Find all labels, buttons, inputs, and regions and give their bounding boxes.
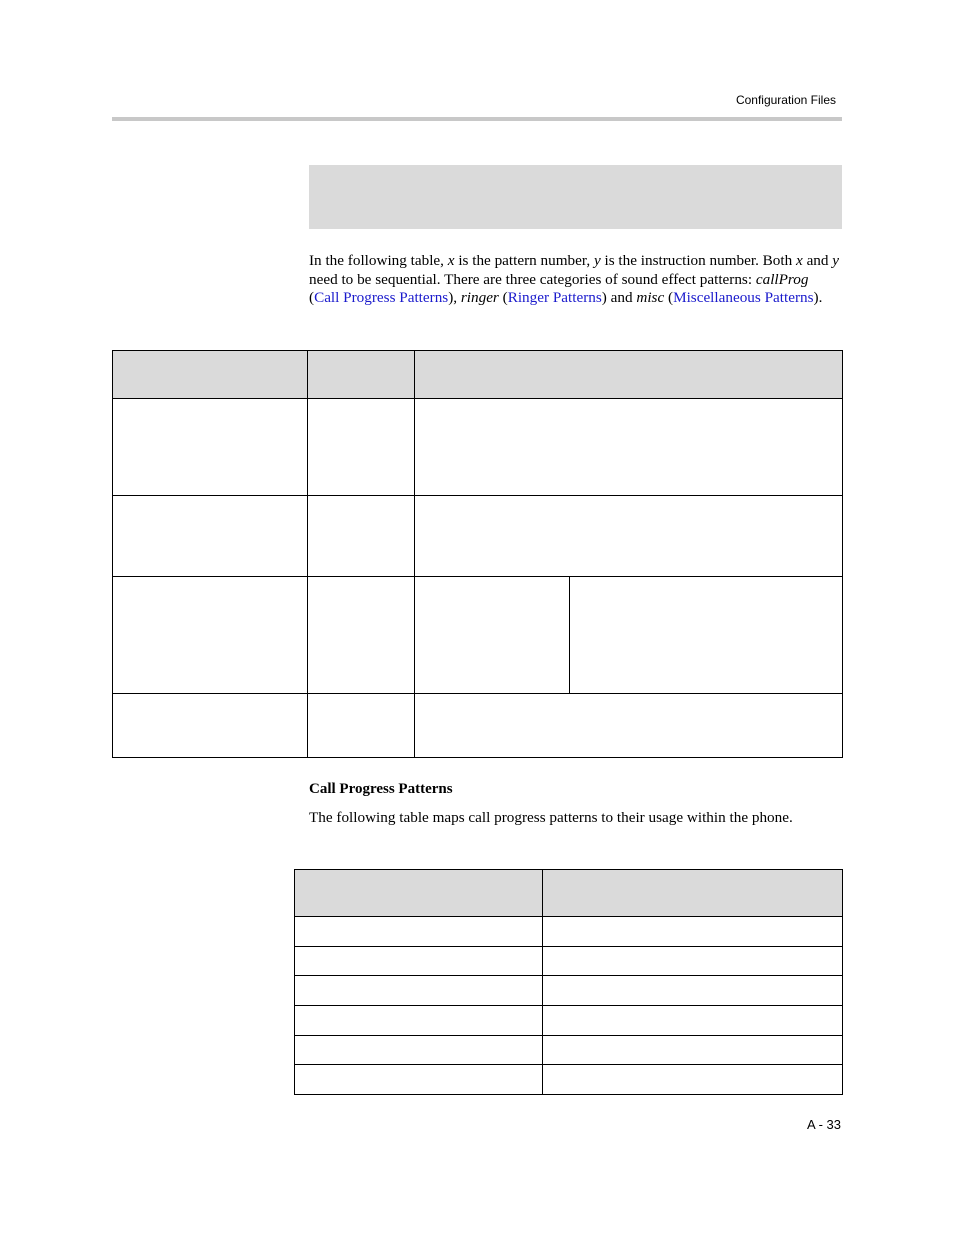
header-cell bbox=[308, 351, 415, 399]
running-header: Configuration Files bbox=[735, 93, 836, 107]
table-row bbox=[113, 399, 843, 496]
sound-effect-parameter-table bbox=[112, 350, 843, 758]
header-cell bbox=[543, 870, 843, 917]
table-cell bbox=[113, 399, 308, 496]
table-cell bbox=[113, 496, 308, 577]
intro-paragraph: In the following table, x is the pattern number, y is the instruction number. Both x and y need to be sequential. There are three categories of sound effect patterns: callProg (Call Progress Patterns), ringer (Ringer Patterns) and misc (Miscellaneous Patterns). bbox=[309, 252, 840, 306]
table-cell bbox=[415, 399, 843, 496]
header-rule bbox=[112, 117, 842, 121]
table-cell bbox=[543, 976, 843, 1006]
table-row bbox=[295, 1036, 843, 1065]
table-row bbox=[295, 1065, 843, 1095]
table-cell bbox=[543, 1006, 843, 1036]
table-row bbox=[113, 577, 843, 694]
call-progress-patterns-table bbox=[294, 869, 843, 1095]
table-cell bbox=[295, 1006, 543, 1036]
header-cell bbox=[113, 351, 308, 399]
table-cell bbox=[308, 577, 415, 694]
note-box bbox=[309, 165, 842, 229]
table-row bbox=[295, 947, 843, 976]
table-cell bbox=[113, 694, 308, 758]
page-number: A - 33 bbox=[807, 1117, 841, 1132]
table-cell bbox=[295, 976, 543, 1006]
table-header-row bbox=[113, 351, 843, 399]
table-cell bbox=[543, 1036, 843, 1065]
table-cell bbox=[570, 577, 843, 694]
table-cell bbox=[415, 694, 843, 758]
table-cell bbox=[295, 1065, 543, 1095]
table-cell bbox=[308, 694, 415, 758]
section-heading: Call Progress Patterns bbox=[309, 781, 453, 797]
table-cell bbox=[415, 496, 843, 577]
table-cell bbox=[308, 496, 415, 577]
table-cell bbox=[308, 399, 415, 496]
table-row bbox=[113, 694, 843, 758]
table-cell bbox=[113, 577, 308, 694]
table-cell bbox=[543, 947, 843, 976]
table-row bbox=[295, 917, 843, 947]
table-cell bbox=[543, 917, 843, 947]
table-row bbox=[295, 976, 843, 1006]
header-cell bbox=[295, 870, 543, 917]
table-row bbox=[295, 1006, 843, 1036]
table-header-row bbox=[295, 870, 843, 917]
link-call-progress-patterns[interactable]: Call Progress Patterns bbox=[314, 289, 449, 306]
header-cell bbox=[415, 351, 843, 399]
table-cell bbox=[295, 1036, 543, 1065]
link-ringer-patterns[interactable]: Ringer Patterns bbox=[507, 289, 602, 306]
table-cell bbox=[543, 1065, 843, 1095]
table-cell bbox=[295, 917, 543, 947]
table-row bbox=[113, 496, 843, 577]
link-miscellaneous-patterns[interactable]: Miscellaneous Patterns bbox=[673, 289, 814, 306]
table-cell bbox=[415, 577, 570, 694]
section-paragraph: The following table maps call progress patterns to their usage within the phone. bbox=[309, 809, 793, 826]
table-cell bbox=[295, 947, 543, 976]
